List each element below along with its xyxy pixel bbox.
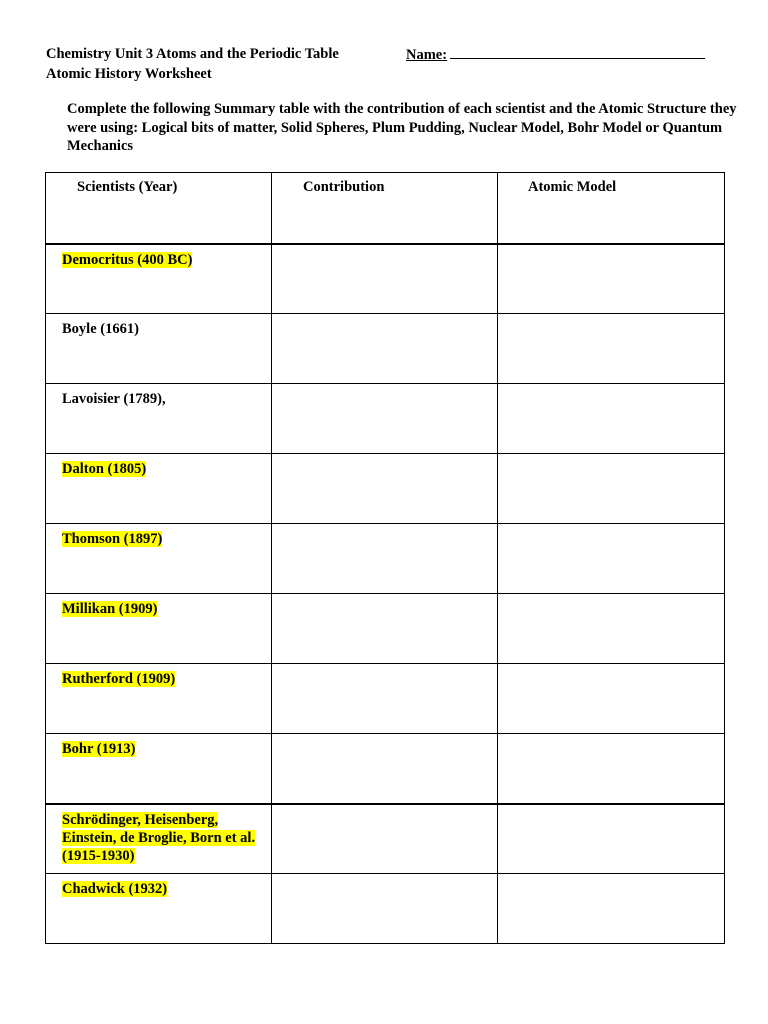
contribution-cell[interactable] bbox=[272, 734, 498, 804]
scientist-name: Rutherford (1909) bbox=[62, 671, 176, 687]
atomic-model-cell[interactable] bbox=[498, 594, 725, 664]
worksheet-title: Chemistry Unit 3 Atoms and the Periodic Table bbox=[46, 46, 339, 62]
table-header-row bbox=[46, 173, 725, 244]
scientist-name: Chadwick (1932) bbox=[62, 881, 168, 897]
table-row bbox=[46, 454, 725, 524]
scientist-name: Boyle (1661) bbox=[62, 321, 139, 337]
scientist-cell bbox=[46, 524, 272, 594]
table-row bbox=[46, 244, 725, 314]
table-row bbox=[46, 804, 725, 874]
contribution-cell[interactable] bbox=[272, 244, 498, 314]
atomic-model-cell[interactable] bbox=[498, 454, 725, 524]
scientist-cell bbox=[46, 594, 272, 664]
table-body bbox=[46, 244, 725, 944]
atomic-model-cell[interactable] bbox=[498, 244, 725, 314]
atomic-model-cell[interactable] bbox=[498, 384, 725, 454]
scientist-name: Dalton (1805) bbox=[62, 461, 147, 477]
contribution-cell[interactable] bbox=[272, 804, 498, 874]
contribution-cell[interactable] bbox=[272, 454, 498, 524]
contribution-cell[interactable] bbox=[272, 664, 498, 734]
scientist-cell bbox=[46, 664, 272, 734]
scientist-cell bbox=[46, 454, 272, 524]
scientist-name: Bohr (1913) bbox=[62, 741, 136, 757]
column-header-atomic-model: Atomic Model bbox=[498, 173, 725, 244]
scientist-name: Democritus (400 BC) bbox=[62, 251, 193, 268]
table-row bbox=[46, 594, 725, 664]
table-row bbox=[46, 384, 725, 454]
atomic-model-cell[interactable] bbox=[498, 874, 725, 944]
contribution-cell[interactable] bbox=[272, 384, 498, 454]
column-header-scientists: Scientists (Year) bbox=[46, 173, 272, 244]
atomic-model-cell[interactable] bbox=[498, 524, 725, 594]
table-row bbox=[46, 664, 725, 734]
table-row bbox=[46, 524, 725, 594]
scientist-cell bbox=[46, 804, 272, 874]
atomic-model-cell[interactable] bbox=[498, 734, 725, 804]
name-blank-line[interactable] bbox=[450, 46, 705, 59]
scientist-cell bbox=[46, 874, 272, 944]
atomic-model-cell[interactable] bbox=[498, 314, 725, 384]
scientist-cell bbox=[46, 314, 272, 384]
instructions-text: Complete the following Summary table with the contribution of each scientist and the Atomic Structure they were using: Logical bits of matter, Solid Spheres, Plum Pudding, Nuclear Model, Bohr Model or Quantum Mechanics bbox=[67, 101, 737, 154]
scientist-name: Thomson (1897) bbox=[62, 531, 163, 547]
contribution-cell[interactable] bbox=[272, 524, 498, 594]
scientist-name: Lavoisier (1789), bbox=[62, 391, 166, 407]
table-row bbox=[46, 874, 725, 944]
scientist-cell bbox=[46, 244, 272, 314]
scientist-name: Schrödinger, Heisenberg, Einstein, de Broglie, Born et al. (1915-1930) bbox=[62, 811, 256, 864]
table-row bbox=[46, 734, 725, 804]
atomic-model-cell[interactable] bbox=[498, 664, 725, 734]
column-header-contribution: Contribution bbox=[272, 173, 498, 244]
contribution-cell[interactable] bbox=[272, 594, 498, 664]
name-field[interactable] bbox=[406, 46, 705, 64]
table-row bbox=[46, 314, 725, 384]
scientist-name: Millikan (1909) bbox=[62, 601, 158, 617]
scientist-cell bbox=[46, 734, 272, 804]
scientist-cell bbox=[46, 384, 272, 454]
contribution-cell[interactable] bbox=[272, 314, 498, 384]
contribution-cell[interactable] bbox=[272, 874, 498, 944]
atomic-model-cell[interactable] bbox=[498, 804, 725, 874]
name-label: Name: bbox=[406, 47, 448, 63]
worksheet-subtitle: Atomic History Worksheet bbox=[46, 66, 212, 82]
summary-table bbox=[45, 172, 725, 944]
